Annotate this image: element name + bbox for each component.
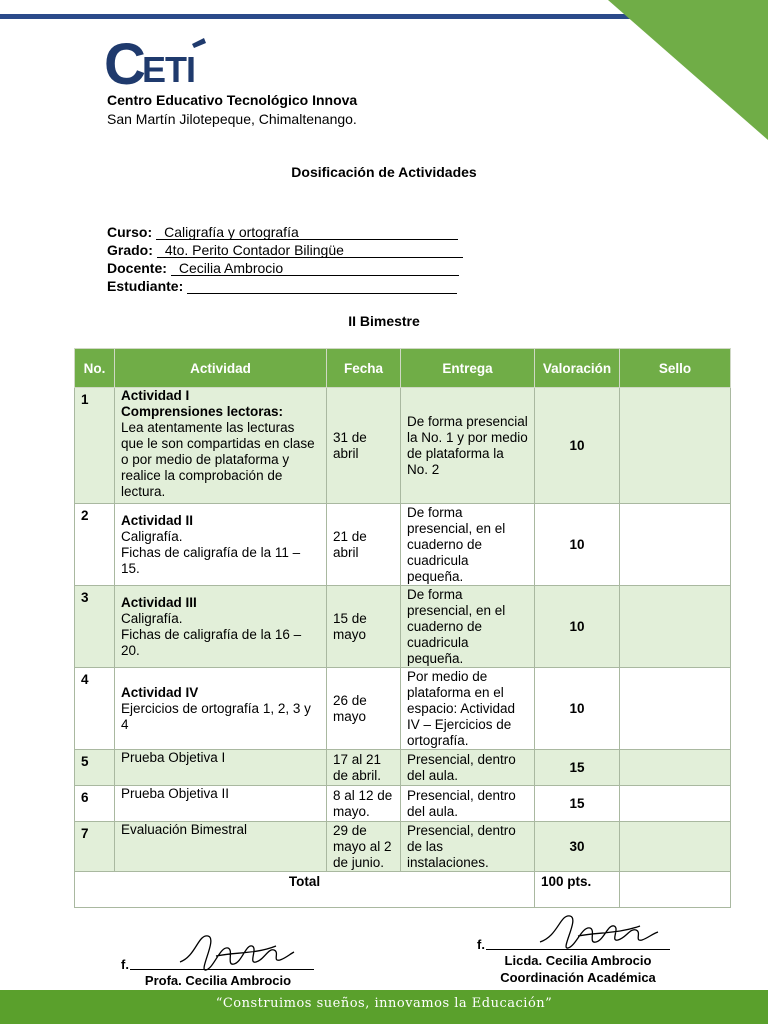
activity-line: Ejercicios de ortografía 1, 2, 3 y 4 [121, 700, 311, 732]
header-entrega: Entrega [401, 349, 535, 388]
table-header-row [75, 349, 731, 388]
header-valoracion: Valoración [535, 349, 620, 388]
table-row [75, 388, 731, 504]
row-delivery: De forma presencial, en el cuaderno de cuadricula pequeña. [401, 504, 535, 586]
row-seal [620, 586, 731, 668]
docente-value: Cecilia Ambrocio [171, 261, 459, 276]
coordinator-role: Coordinación Académica [500, 970, 656, 985]
table-row [75, 822, 731, 872]
row-date: 17 al 21 de abril. [327, 750, 401, 786]
coordinator-sig-prefix: f. [477, 937, 485, 952]
activities-table [74, 348, 731, 908]
header-rule [0, 14, 640, 19]
field-grado [107, 242, 463, 258]
row-delivery: Presencial, dentro del aula. [401, 786, 535, 822]
total-label: Total [75, 872, 535, 908]
field-curso [107, 224, 458, 240]
row-date: 8 al 12 de mayo. [327, 786, 401, 822]
svg-text:C: C [104, 34, 141, 88]
row-value: 30 [535, 822, 620, 872]
activity-subtitle: Comprensiones lectoras: [121, 404, 284, 419]
activity-title: Actividad I [121, 388, 190, 403]
row-activity [115, 668, 327, 750]
row-date: 29 de mayo al 2 de junio. [327, 822, 401, 872]
row-activity: Prueba Objetiva II [115, 786, 327, 822]
row-date: 31 de abril [327, 388, 401, 504]
activity-line: Caligrafía. [121, 610, 183, 626]
coordinator-sig-line [486, 949, 670, 950]
ceti-logo [104, 34, 210, 88]
header-sello: Sello [620, 349, 731, 388]
row-delivery: Por medio de plataforma en el espacio: Actividad IV – Ejercicios de ortografía. [401, 668, 535, 750]
row-date: 15 de mayo [327, 586, 401, 668]
header-fecha: Fecha [327, 349, 401, 388]
row-date: 21 de abril [327, 504, 401, 586]
row-date: 26 de mayo [327, 668, 401, 750]
activity-title: Actividad IV [121, 684, 199, 700]
row-seal [620, 822, 731, 872]
row-value: 10 [535, 504, 620, 586]
row-delivery: De forma presencial, en el cuaderno de cuadricula pequeña. [401, 586, 535, 668]
grado-value: 4to. Perito Contador Bilingüe [157, 243, 463, 258]
activity-title: Actividad III [121, 594, 197, 610]
row-value: 10 [535, 668, 620, 750]
estudiante-label: Estudiante: [107, 278, 184, 294]
estudiante-value [187, 279, 457, 294]
corner-triangle [608, 0, 768, 140]
activity-line: Caligrafía. [121, 528, 183, 544]
field-docente [107, 260, 459, 276]
row-no: 5 [75, 750, 115, 786]
table-row [75, 586, 731, 668]
table-row [75, 504, 731, 586]
activity-description: Lea atentamente las lecturas que le son compartidas en clase o por medio de plataforma y realice la comprobación de lectura. [121, 420, 315, 499]
row-seal [620, 388, 731, 504]
docente-label: Docente: [107, 260, 167, 276]
row-seal [620, 668, 731, 750]
period-heading: II Bimestre [348, 313, 420, 329]
row-seal [620, 504, 731, 586]
row-delivery: Presencial, dentro del aula. [401, 750, 535, 786]
svg-text:ETI: ETI [142, 49, 196, 88]
header-actividad: Actividad [115, 349, 327, 388]
curso-value: Caligrafía y ortografía [156, 225, 458, 240]
teacher-sig-prefix: f. [121, 957, 129, 972]
row-activity [115, 388, 327, 504]
institution-name: Centro Educativo Tecnológico Innova [107, 92, 358, 108]
teacher-sig-line [130, 969, 314, 970]
activity-title: Actividad II [121, 512, 194, 528]
table-row [75, 786, 731, 822]
teacher-name: Profa. Cecilia Ambrocio [144, 973, 292, 988]
row-value: 10 [535, 586, 620, 668]
table-row [75, 750, 731, 786]
row-no: 4 [75, 668, 115, 750]
row-value: 15 [535, 786, 620, 822]
total-seal [620, 872, 731, 908]
row-no: 2 [75, 504, 115, 586]
table-total-row [75, 872, 731, 908]
header-no: No. [75, 349, 115, 388]
footer-motto: “Construimos sueños, innovamos la Educación” [215, 996, 553, 1011]
row-activity: Prueba Objetiva I [115, 750, 327, 786]
row-activity [115, 504, 327, 586]
row-activity [115, 586, 327, 668]
coordinator-name: Licda. Cecilia Ambrocio [504, 953, 652, 968]
row-no: 6 [75, 786, 115, 822]
curso-label: Curso: [107, 224, 153, 240]
document-title: Dosificación de Actividades [291, 164, 477, 180]
row-value: 10 [535, 388, 620, 504]
row-delivery: Presencial, dentro de las instalaciones. [401, 822, 535, 872]
activity-line: Fichas de caligrafía de la 11 – 15. [121, 544, 301, 576]
field-estudiante [107, 278, 457, 294]
row-seal [620, 786, 731, 822]
row-value: 15 [535, 750, 620, 786]
row-seal [620, 750, 731, 786]
activity-line: Fichas de caligrafía de la 16 – 20. [121, 626, 302, 658]
teacher-signature [176, 926, 296, 978]
row-no: 1 [75, 388, 115, 504]
total-value: 100 pts. [535, 872, 620, 908]
row-delivery: De forma presencial la No. 1 y por medio de plataforma la No. 2 [401, 388, 535, 504]
row-no: 3 [75, 586, 115, 668]
institution-address: San Martín Jilotepeque, Chimaltenango. [107, 111, 357, 127]
row-activity: Evaluación Bimestral [115, 822, 327, 872]
grado-label: Grado: [107, 242, 153, 258]
table-row [75, 668, 731, 750]
row-no: 7 [75, 822, 115, 872]
